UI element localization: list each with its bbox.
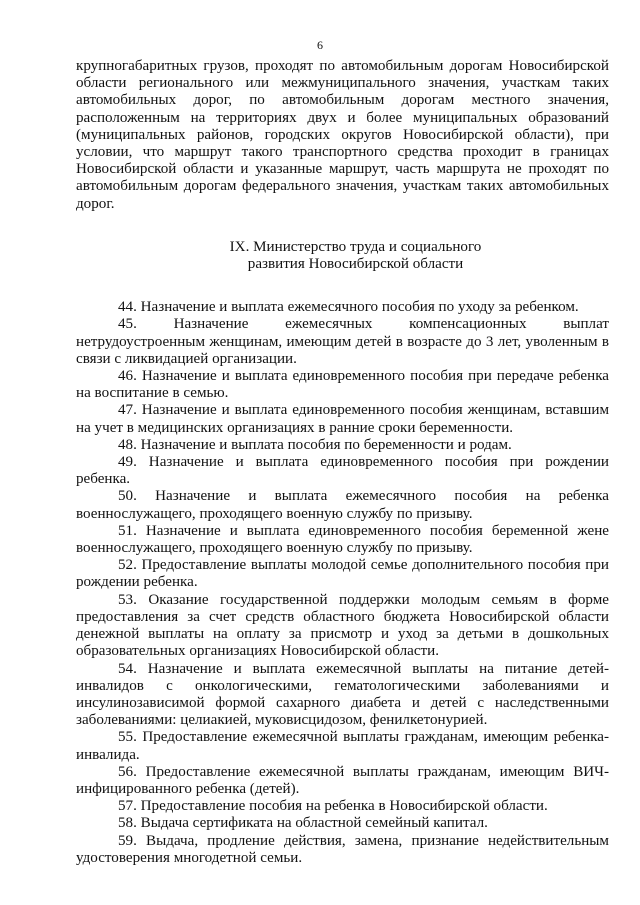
list-item: 56. Предоставление ежемесячной выплаты гражданам, имеющим ВИЧ-инфицированного ребенка (детей). — [76, 763, 609, 797]
section-title-line-1: IX. Министерство труда и социального — [229, 238, 482, 255]
document-body — [76, 58, 609, 867]
list-item: 48. Назначение и выплата пособия по беременности и родам. — [118, 436, 512, 453]
list-item: 50. Назначение и выплата ежемесячного пособия на ребенка военнослужащего, проходящего военную службу по призыву. — [76, 488, 609, 522]
list-item: 49. Назначение и выплата единовременного пособия при рождении ребенка. — [76, 454, 609, 488]
section-heading — [76, 239, 609, 273]
list-item: 59. Выдача, продление действия, замена, признание недействительным удостоверения многодетной семьи. — [76, 832, 609, 866]
list-item: 53. Оказание государственной поддержки молодым семьям в форме предоставления за счет средств областного бюджета Новосибирской области денежной выплаты на оплату за присмотр и уход за детьми в дошкольных образовательных организациях Новосибирской области. — [76, 591, 609, 660]
list-item: 52. Предоставление выплаты молодой семье дополнительного пособия при рождении ребенка. — [76, 557, 609, 591]
list-item: 47. Назначение и выплата единовременного пособия женщинам, вставшим на учет в медицинских организациях в ранние сроки беременности. — [76, 402, 609, 436]
list-item: 57. Предоставление пособия на ребенка в Новосибирской области. — [118, 798, 548, 815]
list-item: 44. Назначение и выплата ежемесячного пособия по уходу за ребенком. — [118, 299, 579, 316]
lead-paragraph: крупногабаритных грузов, проходят по автомобильным дорогам Новосибирской области регионального или межмуниципального значения, участкам таких автомобильных дорог, по автомобильным дорогам местного значения, расположенным на территориях двух и более муниципальных образований (муниципальных районов, городских округов Новосибирской области), при условии, что маршрут такого транспортного средства проходит в границах Новосибирской области и указанные маршрут, часть маршрута не проходят по автомобильным дорогам федерального значения, участкам таких автомобильных дорог. — [76, 58, 609, 212]
section-title-line-2: развития Новосибирской области — [247, 256, 464, 273]
list-item: 45. Назначение ежемесячных компенсационных выплат нетрудоустроенным женщинам, имеющим детей в возрасте до 3 лет, уволенным в связи с ликвидацией организации. — [76, 316, 609, 367]
list-item: 58. Выдача сертификата на областной семейный капитал. — [118, 815, 488, 832]
page-number: 6 — [317, 38, 323, 52]
list-item: 55. Предоставление ежемесячной выплаты гражданам, имеющим ребенка-инвалида. — [76, 729, 609, 763]
list-item: 54. Назначение и выплата ежемесячной выплаты на питание детей-инвалидов с онкологическими, гематологическими заболеваниями и инсулинозависимой формой сахарного диабета и детей с наследственными заболеваниями: целиакией, муковисцидозом, фенилкетонурией. — [76, 660, 609, 729]
list-item: 46. Назначение и выплата единовременного пособия при передаче ребенка на воспитание в семью. — [76, 368, 609, 402]
list-item: 51. Назначение и выплата единовременного пособия беременной жене военнослужащего, проходящего военную службу по призыву. — [76, 522, 609, 557]
